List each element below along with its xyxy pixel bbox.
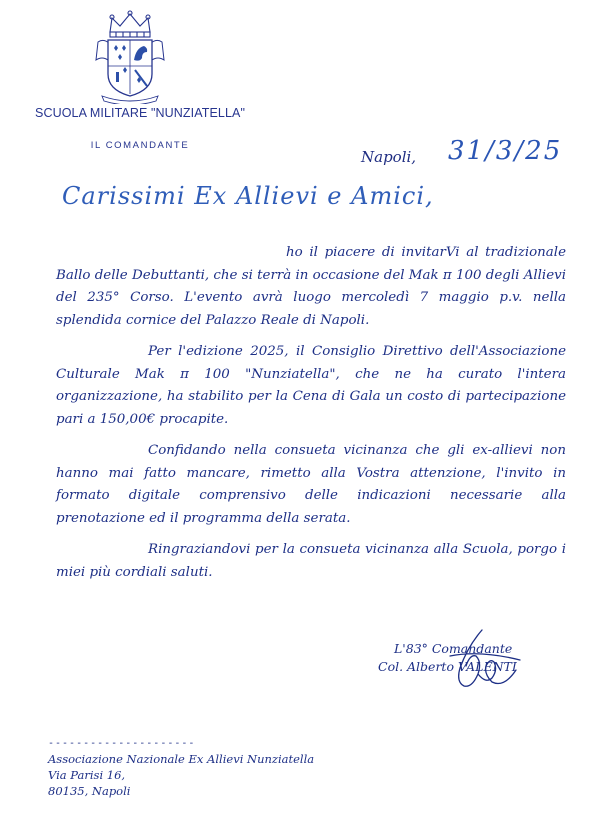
school-name: SCUOLA MILITARE "NUNZIATELLA" [35, 106, 245, 120]
handwritten-date: 31/3/25 [448, 136, 563, 166]
school-crest-icon [92, 8, 168, 104]
handwritten-salutation: Carissimi Ex Allievi e Amici, [62, 182, 434, 210]
signature-title: L'83° Comandante [394, 641, 513, 656]
body-paragraph: Ringraziandovi per la consueta vicinanza alla Scuola, porgo i miei più cordiali saluti. [56, 542, 566, 580]
separator-line: --------------------- [48, 738, 196, 749]
recipient-street: Via Parisi 16, [48, 768, 126, 782]
body-paragraph: Per l'edizione 2025, il Consiglio Direttivo dell'Associazione Culturale Mak π 100 "Nunziatella", che ne ha curato l'intera organizzazione, ha stabilito per la Cena di Gala un costo di partecipazione pari a 150,00€ procapite. [56, 344, 566, 427]
letter-body [56, 242, 566, 593]
body-paragraph: ho il piacere di invitarVi al tradizionale Ballo delle Debuttanti, che si terrà in occasione del Mak π 100 degli Allievi del 235° Corso. L'evento avrà luogo mercoledì 7 maggio p.v. nella splendida cornice del Palazzo Reale di Napoli. [56, 245, 566, 328]
letter-place: Napoli, [361, 148, 417, 166]
handwritten-signature [420, 626, 530, 696]
recipient-city: 80135, Napoli [48, 784, 131, 798]
recipient-address [48, 751, 314, 799]
body-paragraph: Confidando nella consueta vicinanza che gli ex-allievi non hanno mai fatto mancare, rimetto alla Vostra attenzione, l'invito in formato digitale comprensivo delle indicazioni necessarie alla prenotazione ed il programma della serata. [56, 443, 566, 526]
recipient-name: Associazione Nazionale Ex Allievi Nunziatella [48, 752, 315, 766]
signature-name: Col. Alberto VALENTI [378, 659, 517, 674]
commander-title: IL COMANDANTE [90, 140, 190, 151]
